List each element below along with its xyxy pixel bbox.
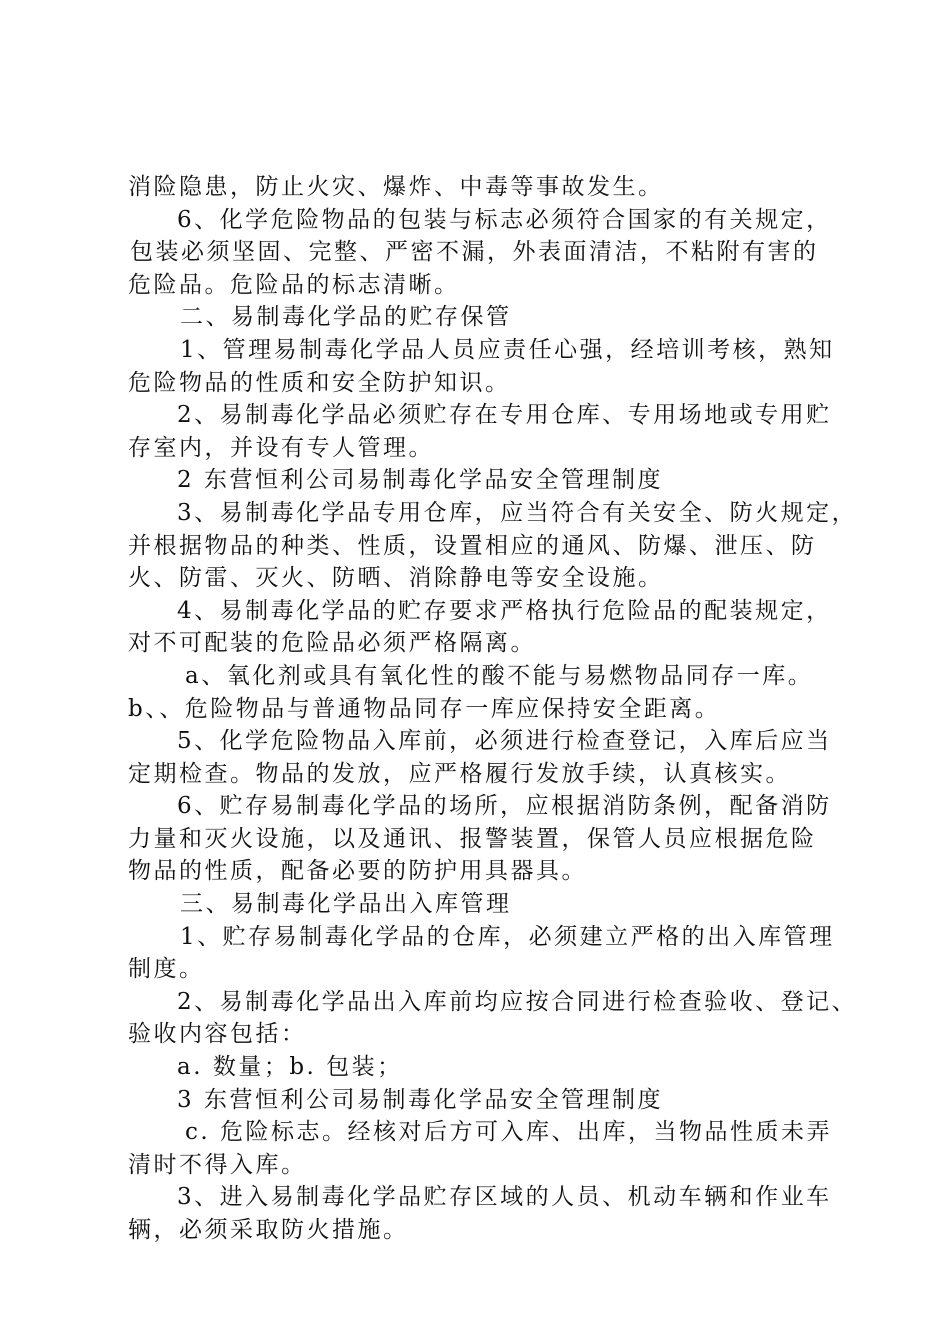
paragraph-line: 6、化学危险物品的包装与标志必须符合国家的有关规定， — [177, 206, 832, 233]
page-header-text: 2 东营恒利公司易制毒化学品安全管理制度 — [177, 467, 663, 494]
paragraph-line: 危险物品的性质和安全防护知识。 — [128, 369, 511, 396]
paragraph-line: 制度。 — [128, 956, 205, 983]
paragraph-line: 包装必须坚固、完整、严密不漏，外表面清洁，不粘附有害的 — [130, 239, 819, 266]
page-header-text: 3 东营恒利公司易制毒化学品安全管理制度 — [177, 1086, 663, 1113]
paragraph-line: a. 数量；b. 包装； — [177, 1054, 403, 1081]
paragraph-line: 验收内容包括： — [128, 1021, 307, 1048]
paragraph-line: c. 危险标志。经核对后方可入库、出库，当物品性质未弄 — [185, 1119, 833, 1146]
paragraph-line: 火、防雷、灭火、防晒、消除静电等安全设施。 — [128, 565, 664, 592]
paragraph-line: 并根据物品的种类、性质，设置相应的通风、防爆、泄压、防 — [128, 532, 817, 559]
paragraph-line: 6、贮存易制毒化学品的场所，应根据消防条例，配备消防 — [177, 793, 832, 820]
paragraph-line: 存室内，并设有专人管理。 — [128, 434, 434, 461]
section-heading: 二、易制毒化学品的贮存保管 — [180, 304, 512, 331]
paragraph-line: 2、易制毒化学品必须贮存在专用仓库、专用场地或专用贮 — [177, 402, 832, 429]
paragraph-line: 4、易制毒化学品的贮存要求严格执行危险品的配装规定， — [177, 597, 832, 624]
paragraph-line: 1、管理易制毒化学品人员应责任心强，经培训考核，熟知 — [180, 336, 835, 363]
paragraph-line: 定期检查。物品的发放，应严格履行发放手续，认真核实。 — [128, 760, 791, 787]
paragraph-line: 力量和灭火设施，以及通讯、报警装置，保管人员应根据危险 — [128, 825, 817, 852]
document-body — [128, 171, 858, 1247]
paragraph-line: 3、易制毒化学品专用仓库，应当符合有关安全、防火规定， — [177, 499, 858, 526]
paragraph-line: 物品的性质，配备必要的防护用具器具。 — [128, 858, 587, 885]
paragraph-line: 3、进入易制毒化学品贮存区域的人员、机动车辆和作业车 — [177, 1184, 832, 1211]
section-heading: 三、易制毒化学品出入库管理 — [180, 891, 512, 918]
paragraph-line: 清时不得入库。 — [128, 1151, 307, 1178]
paragraph-line: a、氧化剂或具有氧化性的酸不能与易燃物品同存一库。 — [185, 662, 814, 689]
paragraph-line: 消险隐患，防止火灾、爆炸、中毒等事故发生。 — [128, 174, 664, 200]
paragraph-line: 危险品。危险品的标志清晰。 — [128, 271, 460, 298]
paragraph-line: 2、易制毒化学品出入库前均应按合同进行检查验收、登记、 — [177, 988, 858, 1015]
paragraph-line: 辆，必须采取防火措施。 — [128, 1217, 409, 1243]
paragraph-line: 5、化学危险物品入库前，必须进行检查登记，入库后应当 — [177, 728, 832, 755]
paragraph-line: b、、危险物品与普通物品同存一库应保持安全距离。 — [128, 695, 721, 722]
paragraph-line: 对不可配装的危险品必须严格隔离。 — [128, 630, 536, 657]
paragraph-line: 1、贮存易制毒化学品的仓库，必须建立严格的出入库管理 — [180, 923, 835, 950]
